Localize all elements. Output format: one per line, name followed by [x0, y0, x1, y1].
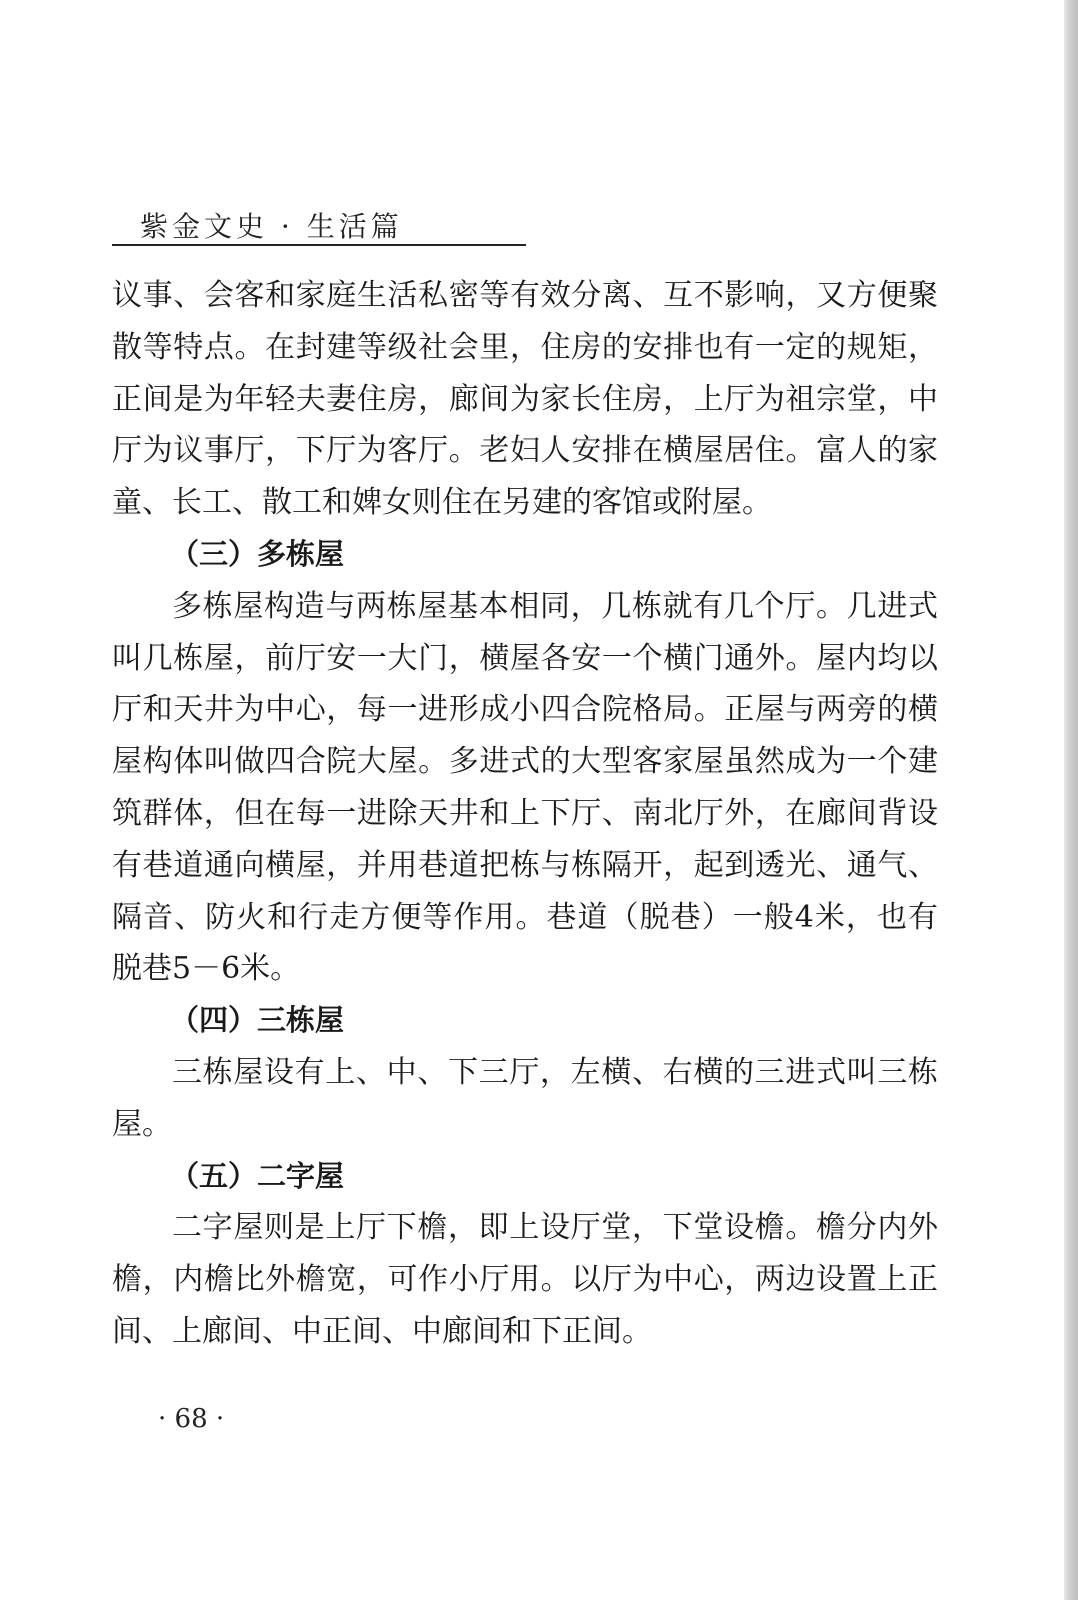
section-heading-3: （三）多栋屋	[170, 536, 345, 571]
paragraph-multi-building-house: 多栋屋构造与两栋屋基本相同，几栋就有几个厅。几进式叫几栋屋，前厅安一大门，横屋各安一个横门通外。屋内均以厅和天井为中心，每一进形成小四合院格局。正屋与两旁的横屋构体叫做四合院大屋。多进式的大型客家屋虽然成为一个建筑群体，但在每一进除天井和上下厅、南北厅外，在廊间背设有巷道通向横屋，并用巷道把栋与栋隔开，起到透光、通气、隔音、防火和行走方便等作用。巷道（脱巷）一般4米，也有脱巷5－6米。	[112, 588, 938, 987]
section-heading-4: （四）三栋屋	[170, 1003, 345, 1038]
running-header-title: 紫金文史 · 生活篇	[140, 210, 403, 243]
paragraph-two-character-house: 二字屋则是上厅下檐，即上设厅堂，下堂设檐。檐分内外檐，内檐比外檐宽，可作小厅用。以厅为中心，两边设置上正间、上廊间、中正间、中廊间和下正间。	[112, 1210, 938, 1349]
page-body	[112, 270, 938, 1358]
paragraph-continued: 议事、会客和家庭生活私密等有效分离、互不影响，又方便聚散等特点。在封建等级社会里，住房的安排也有一定的规矩，正间是为年轻夫妻住房，廊间为家长住房，上厅为祖宗堂，中厅为议事厅，下厅为客厅。老妇人安排在横屋居住。富人的家童、长工、散工和婢女则住在另建的客馆或附屋。	[112, 278, 938, 521]
scan-page-edge	[1064, 0, 1078, 1600]
paragraph-three-building-house: 三栋屋设有上、中、下三厅，左横、右横的三进式叫三栋屋。	[112, 1054, 938, 1142]
header-rule	[112, 244, 526, 246]
page-number: · 68 ·	[158, 1404, 225, 1434]
section-heading-5: （五）二字屋	[170, 1158, 345, 1193]
